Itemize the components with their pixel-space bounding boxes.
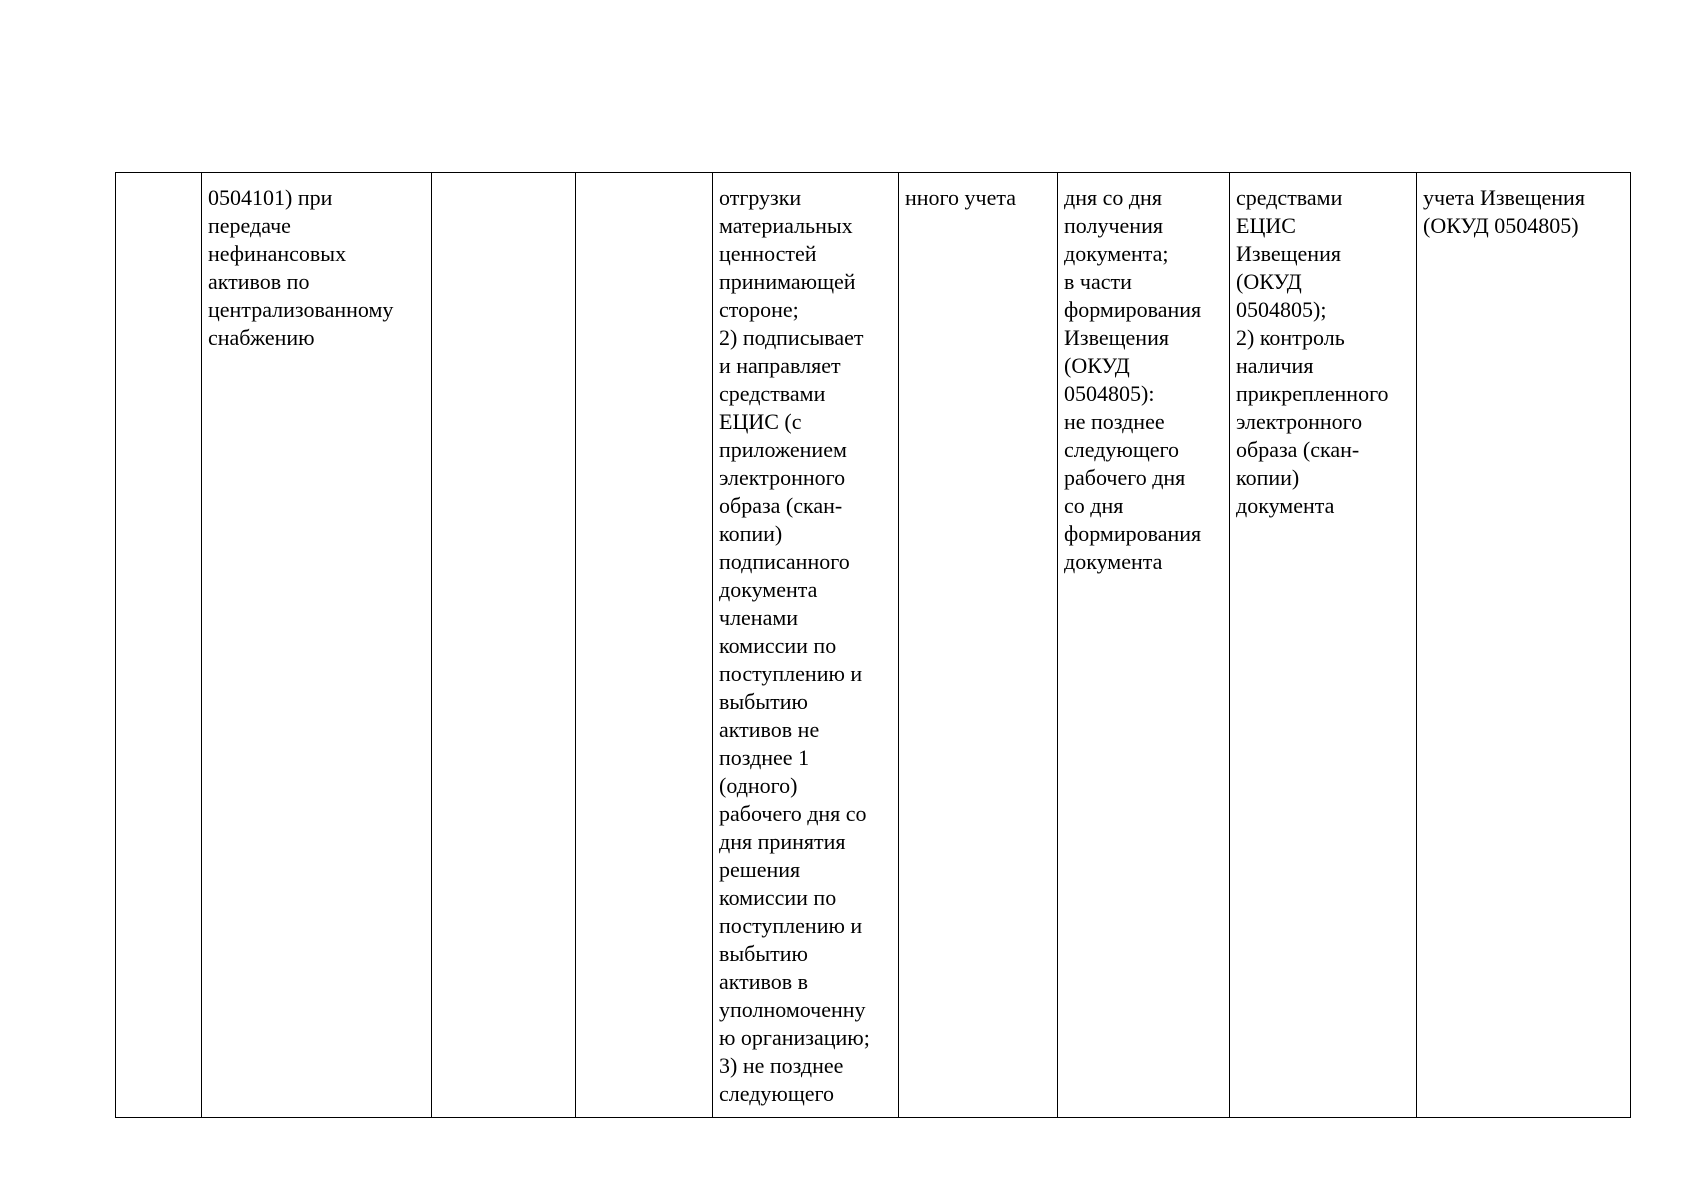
cell-text: дня со дня получения документа; в части формирования Извещения (ОКУД 0504805): не позднее следующего рабочего дня со дня формирования документа [1064,185,1202,574]
table-cell-col6 [899,173,1058,1118]
table-cell-col5 [713,173,899,1118]
table-cell-col9 [1417,173,1631,1118]
cell-text: учета Извещения (ОКУД 0504805) [1423,185,1585,238]
cell-text: нного учета [905,185,1016,210]
table-cell-col8 [1230,173,1417,1118]
table-row [116,173,1631,1118]
table-cell-col1 [116,173,202,1118]
cell-text: отгрузки материальных ценностей принимающей стороне; 2) подписывает и направляет средствами ЕЦИС (с приложением электронного образа (скан- копии) подписанного документа членами комиссии по поступлению и выбытию активов не позднее 1 (одного) рабочего дня со дня принятия решения комиссии по поступлению и выбытию активов в уполномоченну ю организацию; 3) не позднее следующего [719,185,870,1106]
table-cell-col4 [576,173,713,1118]
cell-text: средствами ЕЦИС Извещения (ОКУД 0504805); 2) контроль наличия прикрепленного электронного образа (скан- копии) документа [1236,185,1389,518]
table-cell-col2 [202,173,432,1118]
document-table [115,172,1631,1118]
table-cell-col3 [432,173,576,1118]
cell-text: 0504101) при передаче нефинансовых активов по централизованному снабжению [208,185,394,350]
table-cell-col7 [1058,173,1230,1118]
